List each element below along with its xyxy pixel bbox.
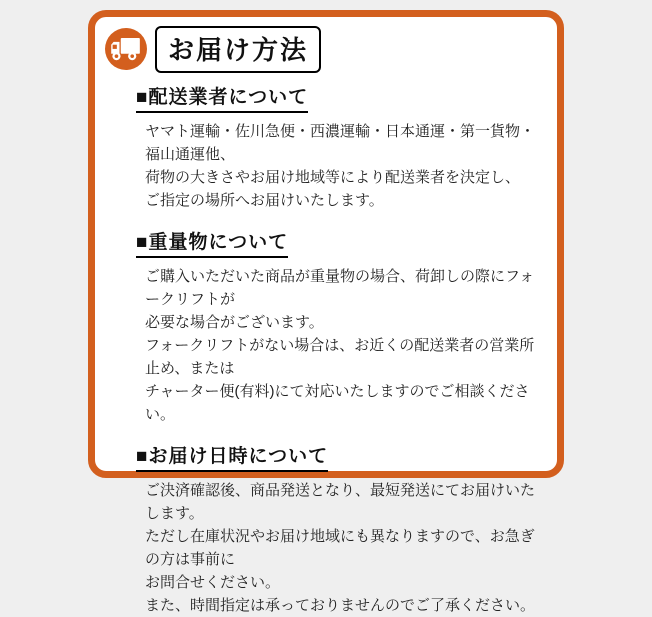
- section-carriers-body: [145, 120, 543, 212]
- section-heading-row: [136, 82, 557, 113]
- truck-icon: [105, 28, 147, 70]
- section-heavy-items-heading: ■重量物について: [136, 227, 288, 258]
- section-heading-row: [136, 441, 557, 472]
- section-heavy-items-body: [145, 265, 543, 426]
- body-line: ご購入いただいた商品が重量物の場合、荷卸しの際にフォークリフトが: [145, 268, 535, 308]
- section-heavy-items: [95, 227, 557, 426]
- section-delivery-schedule-heading: ■お届け日時について: [136, 441, 328, 472]
- body-line: また、時間指定は承っておりませんのでご了承ください。: [145, 597, 536, 614]
- body-line: チャーター便(有料)にて対応いたしますのでご相談ください。: [145, 383, 530, 423]
- body-line: 荷物の大きさやお届け地域等により配送業者を決定し、: [145, 169, 521, 186]
- section-delivery-schedule-body: [145, 479, 543, 617]
- body-line: フォークリフトがない場合は、お近くの配送業者の営業所止め、または: [145, 337, 535, 377]
- body-line: お問合せください。: [145, 574, 281, 591]
- body-line: ヤマト運輸・佐川急便・西濃運輸・日本通運・第一貨物・福山通運他、: [145, 123, 536, 163]
- panel-header: [105, 28, 557, 70]
- section-carriers: [95, 82, 557, 212]
- page-title: お届け方法: [155, 26, 321, 73]
- body-line: ご決済確認後、商品発送となり、最短発送にてお届けいたします。: [145, 482, 536, 522]
- section-carriers-heading: ■配送業者について: [136, 82, 308, 113]
- section-delivery-schedule: [95, 441, 557, 617]
- body-line: ただし在庫状況やお届け地域にも異なりますので、お急ぎの方は事前に: [145, 528, 535, 568]
- body-line: 必要な場合がございます。: [145, 314, 324, 331]
- section-heading-row: [136, 227, 557, 258]
- delivery-info-panel: [88, 10, 564, 614]
- body-line: ご指定の場所へお届けいたします。: [145, 192, 384, 209]
